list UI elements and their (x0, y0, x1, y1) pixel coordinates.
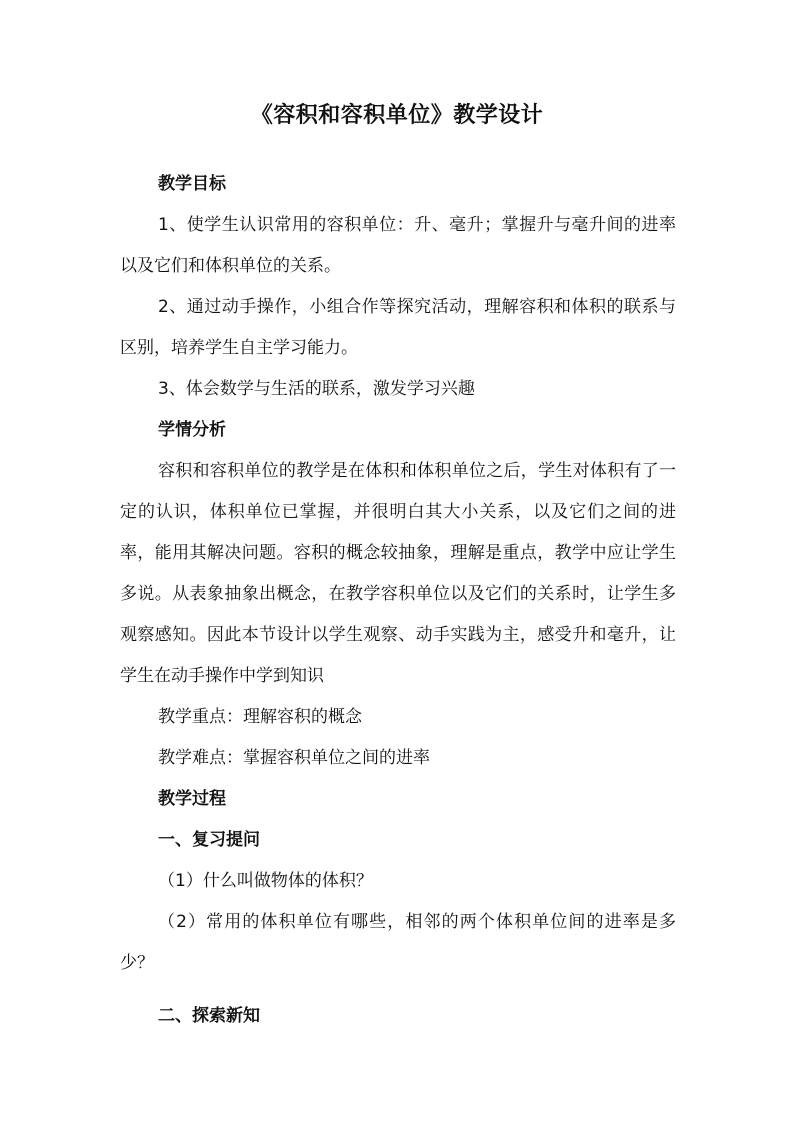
section-heading-explore-new-knowledge: 二、探索新知 (158, 1006, 260, 1026)
document-title: 《容积和容积单位》教学设计 (250, 103, 544, 128)
paragraph-question-1: （1）什么叫做物体的体积？ (158, 871, 373, 891)
section-heading-review-questions: 一、复习提问 (158, 830, 260, 850)
paragraph-goal-3: 3、体会数学与生活的联系，激发学习兴趣 (158, 379, 475, 399)
section-heading-teaching-process: 教学过程 (158, 789, 226, 809)
paragraph-goal-1: 1、使学生认识常用的容积单位：升、毫升；掌握升与毫升间的进率以及它们和体积单位的关系。 (120, 215, 676, 276)
paragraph-question-2: （2）常用的体积单位有哪些，相邻的两个体积单位间的进率是多少？ (120, 912, 676, 973)
document-body (120, 164, 676, 1037)
paragraph-key-point: 教学重点：理解容积的概念 (158, 707, 362, 727)
paragraph-difficult-point: 教学难点：掌握容积单位之间的进率 (158, 748, 430, 768)
paragraph-student-analysis: 容积和容积单位的教学是在体积和体积单位之后，学生对体积有了一定的认识，体积单位已掌握，并很明白其大小关系，以及它们之间的进率，能用其解决问题。容积的概念较抽象，理解是重点，教学中应让学生多说。从表象抽象出概念，在教学容积单位以及它们的关系时，让学生多观察感知。因此本节设计以学生观察、动手实践为主，感受升和毫升，让学生在动手操作中学到知识 (120, 461, 676, 686)
section-heading-teaching-goals: 教学目标 (158, 174, 226, 194)
section-heading-student-analysis: 学情分析 (158, 420, 226, 440)
paragraph-goal-2: 2、通过动手操作，小组合作等探究活动，理解容积和体积的联系与区别，培养学生自主学习能力。 (120, 297, 676, 358)
